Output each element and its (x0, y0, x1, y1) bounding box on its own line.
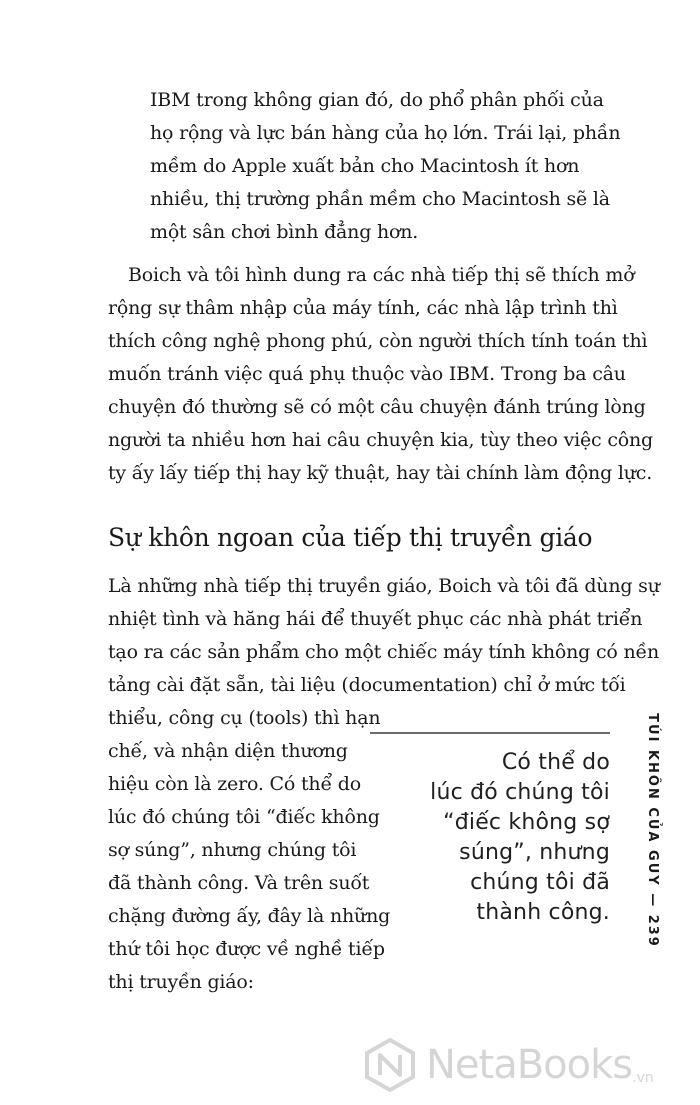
paragraph-line: đã thành công. Và trên suốt (108, 872, 370, 894)
paragraph-line: hiệu còn là zero. Có thể do (108, 773, 361, 795)
body-paragraph-2-wrapped (108, 702, 391, 999)
paragraph-line: Boich và tôi hình dung ra các nhà tiếp thị sẽ thích mở (128, 264, 635, 286)
pull-quote-line: Có thể do (501, 750, 610, 775)
quote-line: nhiều, thị trường phần mềm cho Macintosh sẽ là (150, 188, 610, 210)
paragraph-line: chặng đường ấy, đây là những (108, 905, 391, 927)
paragraph-line: muốn tránh việc quá phụ thuộc vào IBM. Trong ba câu (108, 363, 626, 385)
paragraph-line: ty ấy lấy tiếp thị hay kỹ thuật, hay tài chính làm động lực. (108, 462, 653, 484)
netabooks-logo-icon (362, 1037, 418, 1093)
watermark-text: NetaBooks (426, 1042, 633, 1088)
paragraph-line: thiểu, công cụ (tools) thì hạn (108, 707, 381, 729)
quote-line: mềm do Apple xuất bản cho Macintosh ít hơn (150, 155, 580, 177)
pull-quote-line: lúc đó chúng tôi (430, 780, 610, 805)
paragraph-line: lúc đó chúng tôi “điếc không (108, 806, 380, 828)
watermark (362, 1030, 692, 1100)
body-paragraph-2 (108, 570, 660, 702)
quote-line: họ rộng và lực bán hàng của họ lớn. Trái lại, phần (150, 122, 621, 144)
paragraph-line: thị truyền giáo: (108, 971, 254, 993)
body-paragraph-1 (108, 259, 654, 490)
pull-quote-line: súng”, nhưng (459, 840, 610, 865)
paragraph-line: rộng sự thâm nhập của máy tính, các nhà lập trình thì (108, 297, 618, 319)
pull-quote-line: thành công. (476, 900, 610, 925)
paragraph-line: sợ súng”, nhưng chúng tôi (108, 839, 357, 861)
paragraph-line: người ta nhiều hơn hai câu chuyện kia, tùy theo việc công (108, 429, 654, 451)
paragraph-line: thích công nghệ phong phú, còn người thích tính toán thì (108, 330, 648, 352)
indented-quote-block (150, 84, 621, 249)
quote-line: một sân chơi bình đẳng hơn. (150, 221, 419, 243)
watermark-suffix: .vn (632, 1070, 654, 1086)
pull-quote (370, 732, 610, 928)
section-heading: Sự khôn ngoan của tiếp thị truyền giáo (108, 523, 593, 552)
quote-line: IBM trong không gian đó, do phổ phân phối của (150, 89, 604, 111)
paragraph-line: thứ tôi học được về nghề tiếp (108, 938, 385, 960)
running-footer (637, 700, 667, 960)
paragraph-line: tạo ra các sản phẩm cho một chiếc máy tính không có nền (108, 641, 660, 663)
running-footer-text: TÚI KHÔN CỦA GUY — 239 (644, 712, 660, 948)
paragraph-line: Là những nhà tiếp thị truyền giáo, Boich và tôi đã dùng sự (108, 575, 660, 597)
pull-quote-line: chúng tôi đã (470, 870, 610, 895)
paragraph-line: chế, và nhận diện thương (108, 740, 348, 762)
paragraph-line: chuyện đó thường sẽ có một câu chuyện đánh trúng lòng (108, 396, 646, 418)
paragraph-line: nhiệt tình và hăng hái để thuyết phục các nhà phát triển (108, 608, 643, 630)
pull-quote-line: “điếc không sợ (443, 810, 610, 835)
paragraph-line: tảng cài đặt sẵn, tài liệu (documentation) chỉ ở mức tối (108, 674, 626, 696)
